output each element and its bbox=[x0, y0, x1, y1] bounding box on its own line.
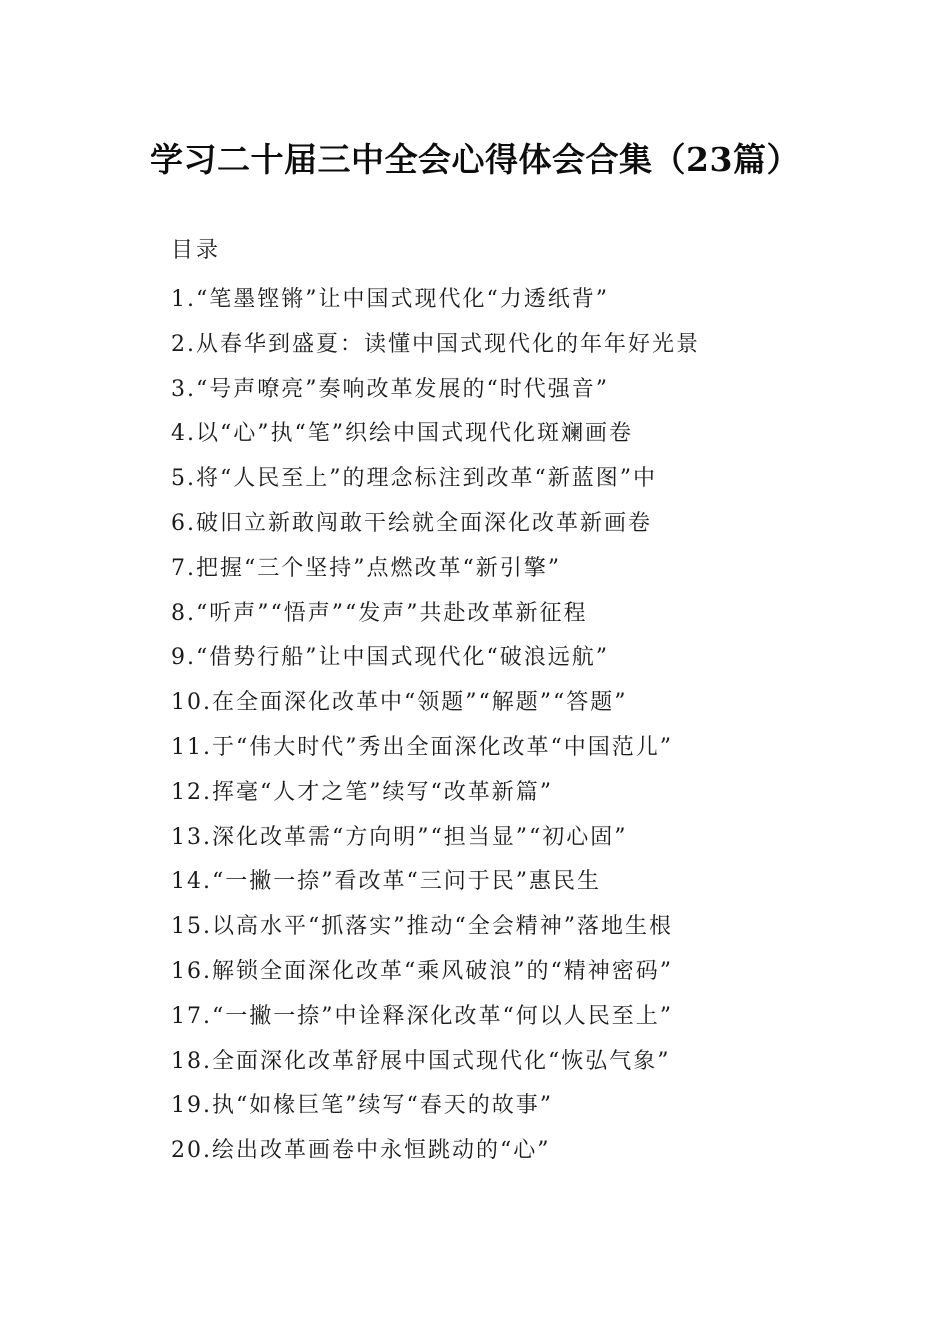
toc-item: 11.于“伟大时代”秀出全面深化改革“中国范儿” bbox=[171, 734, 673, 760]
toc-item: 19.执“如椽巨笔”续写“春天的故事” bbox=[171, 1093, 553, 1119]
toc-item: 8.“听声”“悟声”“发声”共赴改革新征程 bbox=[171, 600, 588, 626]
toc-heading: 目录 bbox=[171, 238, 222, 263]
toc-item: 3.“号声嘹亮”奏响改革发展的“时代强音” bbox=[171, 376, 609, 402]
toc-item: 15.以高水平“抓落实”推动“全会精神”落地生根 bbox=[171, 914, 673, 940]
toc-item: 2.从春华到盛夏：读懂中国式现代化的年年好光景 bbox=[171, 331, 700, 357]
toc-item: 12.挥毫“人才之笔”续写“改革新篇” bbox=[171, 779, 553, 805]
toc-item: 14.“一撇一捺”看改革“三问于民”惠民生 bbox=[171, 869, 601, 895]
toc-item: 16.解锁全面深化改革“乘风破浪”的“精神密码” bbox=[171, 958, 673, 984]
document-title: 学习二十届三中全会心得体会合集（23篇） bbox=[150, 140, 800, 179]
toc-item: 17.“一撇一捺”中诠释深化改革“何以人民至上” bbox=[171, 1003, 673, 1029]
toc-item: 6.破旧立新敢闯敢干绘就全面深化改革新画卷 bbox=[171, 510, 652, 536]
toc-item: 9.“借势行船”让中国式现代化“破浪远航” bbox=[171, 645, 609, 671]
toc-list bbox=[171, 278, 891, 1174]
toc-item: 1.“笔墨铿锵”让中国式现代化“力透纸背” bbox=[171, 287, 609, 312]
toc-item: 18.全面深化改革舒展中国式现代化“恢弘气象” bbox=[171, 1048, 671, 1074]
toc-item: 4.以“心”执“笔”织绘中国式现代化斑斓画卷 bbox=[171, 421, 633, 447]
toc-item: 5.将“人民至上”的理念标注到改革“新蓝图”中 bbox=[171, 466, 657, 492]
toc-item: 10.在全面深化改革中“领题”“解题”“答题” bbox=[171, 690, 628, 716]
toc-item: 7.把握“三个坚持”点燃改革“新引擎” bbox=[171, 555, 561, 581]
toc-item: 20.绘出改革画卷中永恒跳动的“心” bbox=[171, 1138, 551, 1164]
table-of-contents bbox=[171, 233, 891, 1174]
toc-item: 13.深化改革需“方向明”“担当显”“初心固” bbox=[171, 824, 628, 850]
